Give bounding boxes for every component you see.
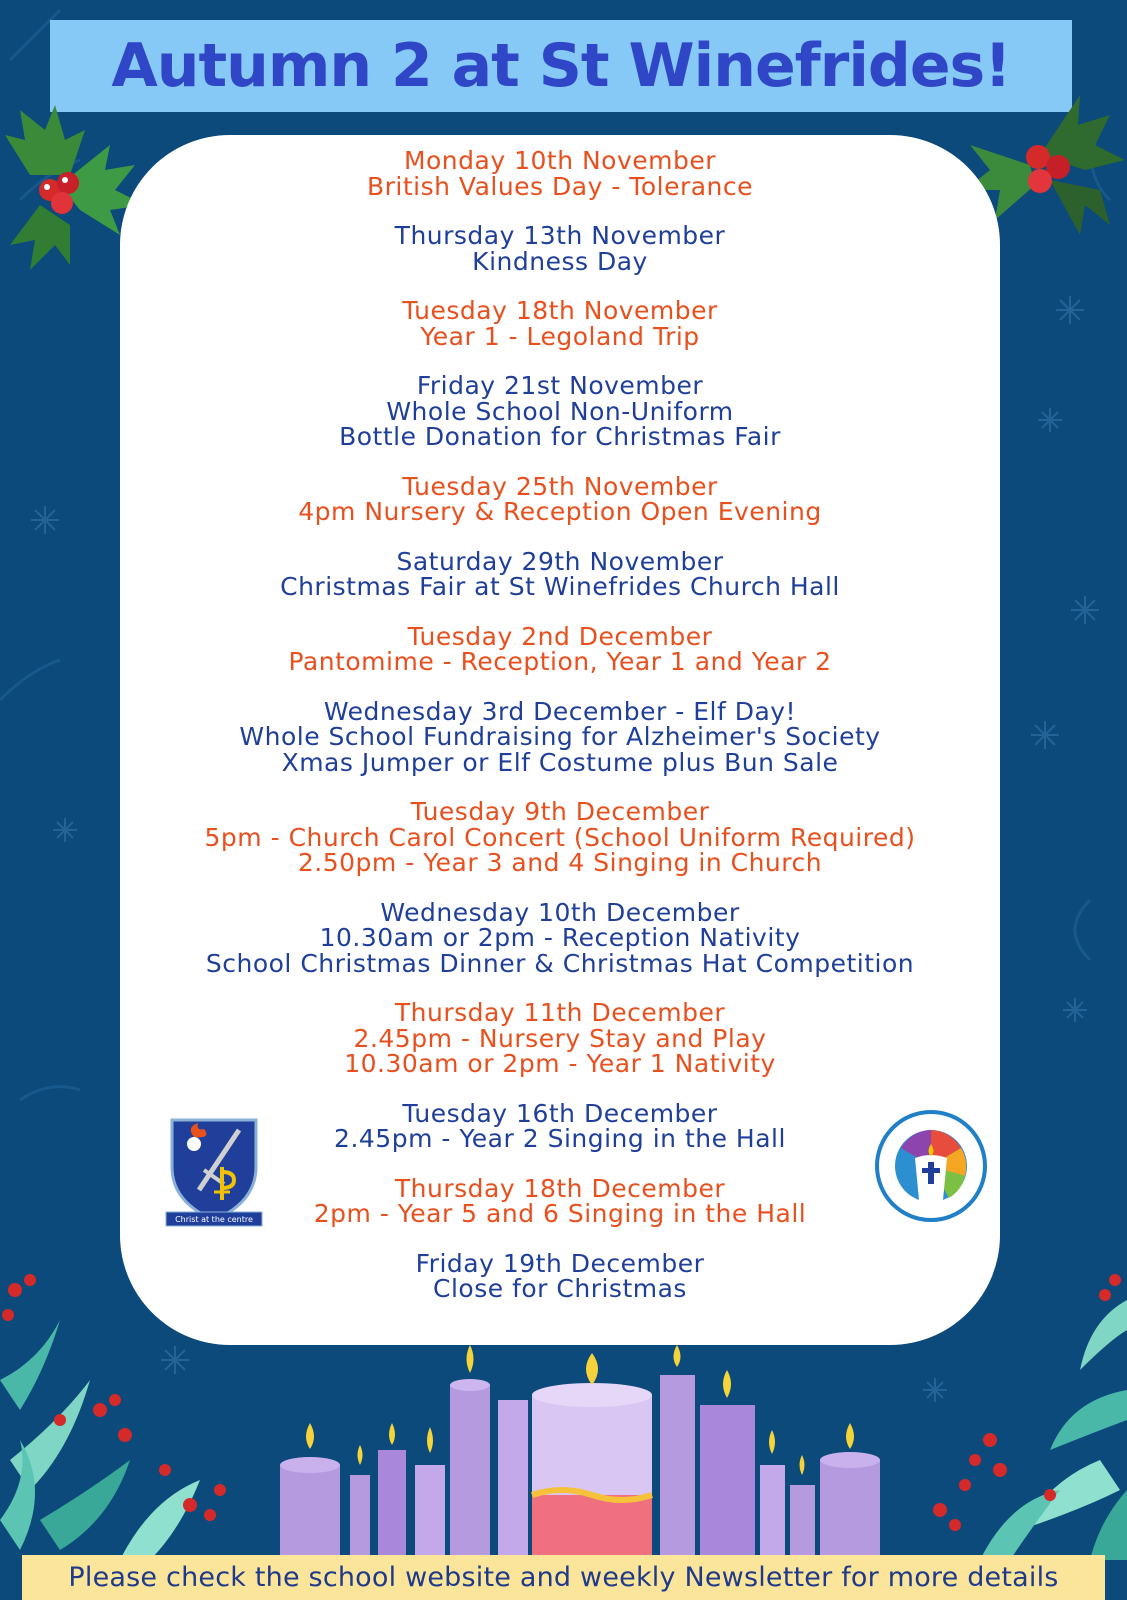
trust-logo-icon [873,1108,989,1224]
event-detail: 4pm Nursery & Reception Open Evening [298,497,822,526]
event-item [120,696,1000,777]
event-item [120,471,1000,526]
event-date: Tuesday 2nd December [407,621,713,651]
event-date: Tuesday 9th December [410,797,710,826]
event-detail: Close for Christmas [433,1274,687,1303]
event-detail: Christmas Fair at St Winefrides Church Hall [280,572,840,601]
school-crest-icon [164,1112,264,1232]
candles-icon [270,1345,910,1570]
event-date: Friday 21st November [416,371,704,400]
page-title: Autumn 2 at St Winefrides! [111,31,1011,101]
event-detail: 10.30am or 2pm - Reception Nativity [319,923,801,952]
event-item [120,373,1000,450]
event-detail: British Values Day - Tolerance [366,171,754,201]
event-item [120,148,1000,199]
event-detail: School Christmas Dinner & Christmas Hat Competition [205,948,915,978]
branches-icon [0,1260,270,1560]
event-date: Thursday 13th November [394,221,726,250]
event-detail: Whole School Fundraising for Alzheimer's Society [239,722,881,751]
event-date: Tuesday 16th December [402,1098,718,1128]
event-detail: 2pm - Year 5 and 6 Singing in the Hall [313,1199,807,1228]
event-detail: 5pm - Church Carol Concert (School Uniform Required) [204,822,916,852]
event-item [120,799,1000,876]
event-date: Saturday 29th November [396,546,724,576]
event-item [120,223,1000,274]
event-item [120,897,1000,978]
event-date: Thursday 18th December [394,1173,726,1203]
event-detail: Bottle Donation for Christmas Fair [339,422,781,451]
event-item [120,546,1000,601]
event-date: Monday 10th November [403,146,717,175]
event-detail: Whole School Non-Uniform [386,396,734,426]
svg-text:Christ at the centre: Christ at the centre [175,1215,253,1224]
event-detail: 10.30am or 2pm - Year 1 Nativity [344,1049,776,1078]
event-detail: 2.45pm - Year 2 Singing in the Hall [334,1124,786,1153]
event-item [120,621,1000,676]
event-detail: Year 1 - Legoland Trip [420,321,700,351]
event-date: Tuesday 25th November [402,471,718,501]
event-detail: Pantomime - Reception, Year 1 and Year 2 [288,647,832,676]
event-date: Wednesday 10th December [380,897,740,927]
footer-note: Please check the school website and weekly Newsletter for more details [68,1562,1059,1593]
branches-icon [900,1260,1127,1560]
event-detail: 2.45pm - Nursery Stay and Play [353,1023,767,1053]
event-date: Tuesday 18th November [402,296,718,325]
event-item [120,298,1000,349]
event-date: Thursday 11th December [394,998,726,1027]
event-detail: 2.50pm - Year 3 and 4 Singing in Church [297,848,823,877]
event-detail: Xmas Jumper or Elf Costume plus Bun Sale [281,747,839,777]
event-detail: Kindness Day [472,246,648,276]
event-date: Friday 19th December [415,1248,705,1278]
event-date: Wednesday 3rd December - Elf Day! [323,696,797,726]
event-item [120,1000,1000,1077]
